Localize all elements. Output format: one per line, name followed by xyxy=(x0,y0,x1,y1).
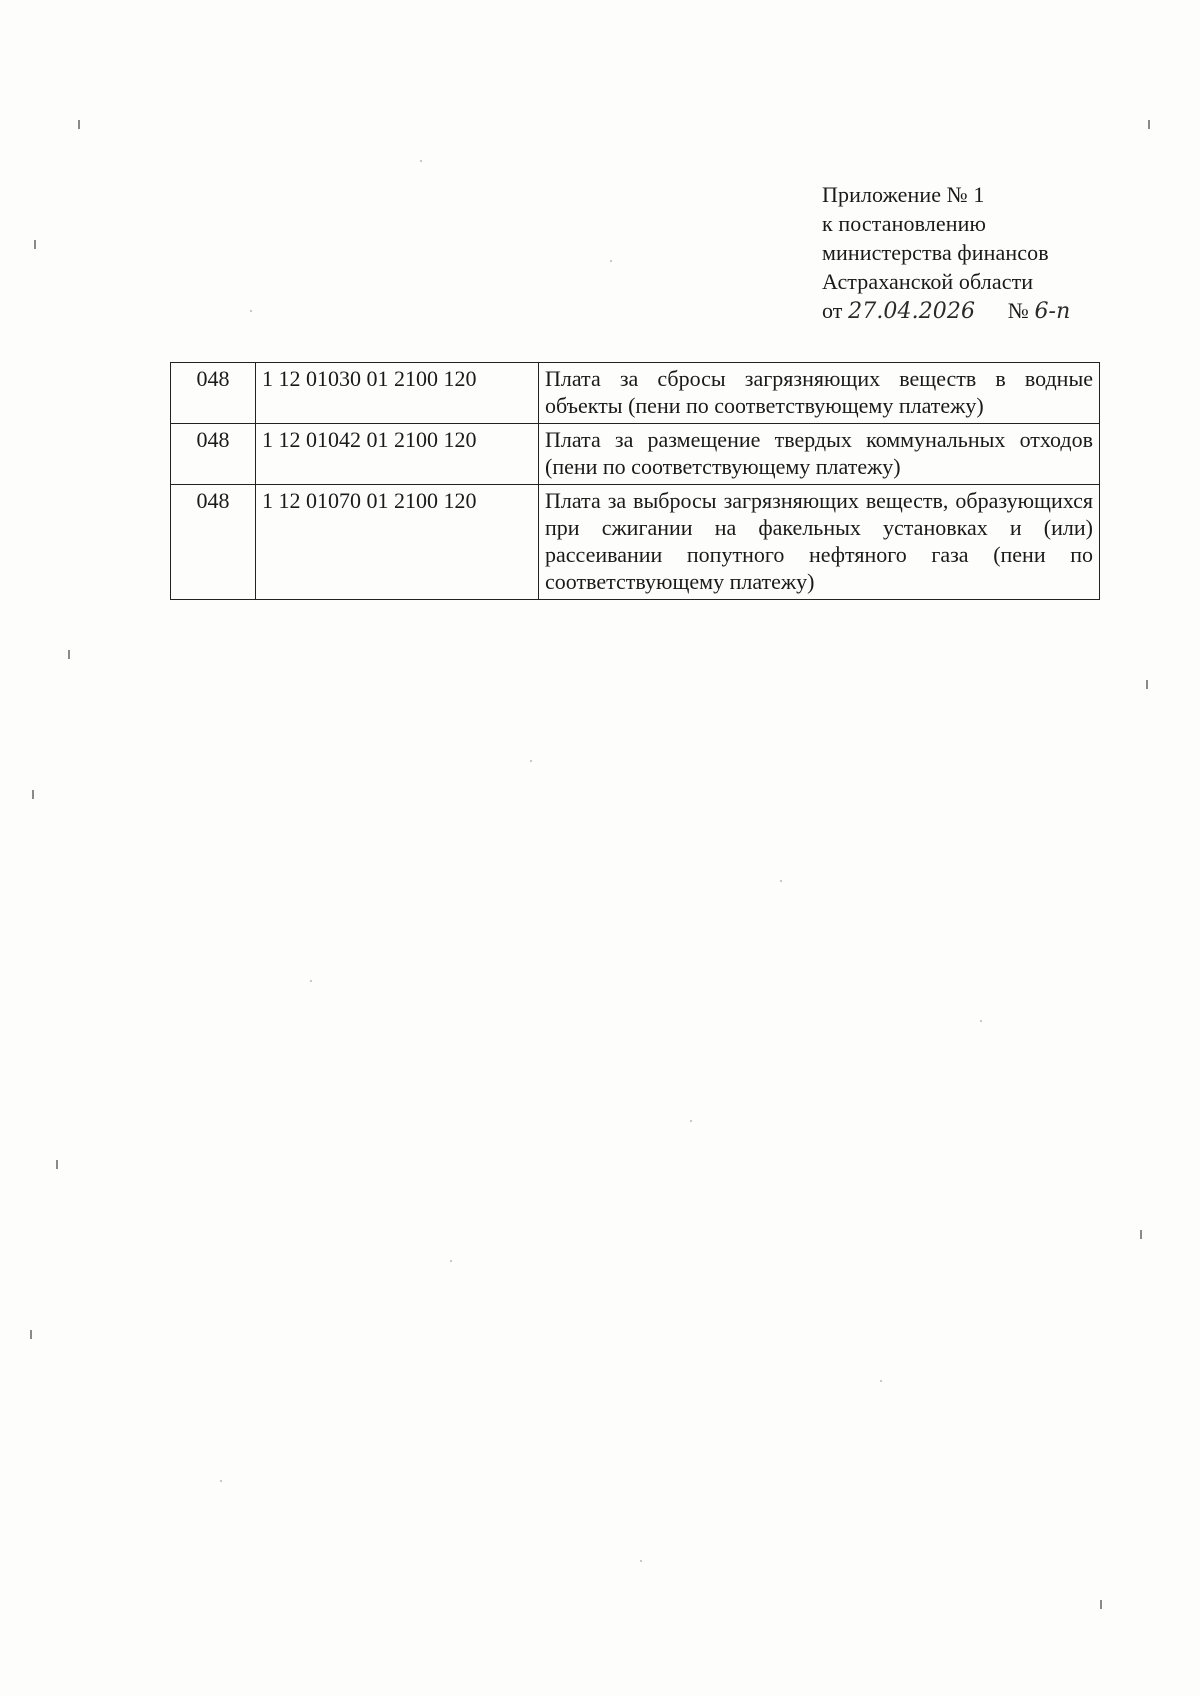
date-prefix: от xyxy=(822,298,843,323)
scan-mark xyxy=(68,650,70,659)
handwritten-date: 27.04.2026 xyxy=(848,299,976,324)
budget-code-cell: 1 12 01042 01 2100 120 xyxy=(256,424,539,485)
appendix-title: Приложение № 1 xyxy=(822,182,985,207)
scan-speck xyxy=(980,1020,982,1022)
scan-speck xyxy=(450,1260,452,1262)
scan-speck xyxy=(690,1120,692,1122)
admin-code-cell: 048 xyxy=(171,424,256,485)
table-row xyxy=(171,485,1100,600)
scan-mark xyxy=(1148,120,1150,129)
scan-speck xyxy=(880,1380,882,1382)
payment-codes-table xyxy=(170,362,1100,600)
appendix-ministry-line: министерства финансов xyxy=(822,240,1049,265)
scan-mark xyxy=(30,1330,32,1339)
scan-speck xyxy=(310,980,312,982)
scan-mark xyxy=(78,120,80,129)
scan-mark xyxy=(32,790,34,799)
payment-name-cell: Плата за размещение твердых коммунальных отходов (пени по соответствующему платежу) xyxy=(539,424,1100,485)
appendix-ref-line: к постановлению xyxy=(822,211,987,236)
budget-code-cell: 1 12 01030 01 2100 120 xyxy=(256,363,539,424)
handwritten-number: 6-п xyxy=(1034,299,1071,324)
scan-speck xyxy=(610,260,612,262)
scan-mark xyxy=(34,240,36,249)
scan-speck xyxy=(250,310,252,312)
scan-speck xyxy=(220,1480,222,1482)
appendix-region-line: Астраханской области xyxy=(822,269,1034,294)
payment-name-cell: Плата за сбросы загрязняющих веществ в водные объекты (пени по соответствующему платежу) xyxy=(539,363,1100,424)
payment-name-cell: Плата за выбросы загрязняющих веществ, образующихся при сжигании на факельных установках и (или) рассеивании попутного нефтяного газа (пени по соответствующему платежу) xyxy=(539,485,1100,600)
scan-speck xyxy=(780,880,782,882)
table-row xyxy=(171,424,1100,485)
appendix-date-line xyxy=(822,296,1122,326)
admin-code-cell: 048 xyxy=(171,485,256,600)
table-row xyxy=(171,363,1100,424)
appendix-header xyxy=(822,180,1122,326)
number-label: № xyxy=(1007,298,1029,323)
scan-mark xyxy=(1146,680,1148,689)
scan-mark xyxy=(1140,1230,1142,1239)
scan-speck xyxy=(530,760,532,762)
scan-speck xyxy=(640,1560,642,1562)
scan-mark xyxy=(56,1160,58,1169)
admin-code-cell: 048 xyxy=(171,363,256,424)
scan-speck xyxy=(420,160,422,162)
budget-code-cell: 1 12 01070 01 2100 120 xyxy=(256,485,539,600)
scan-mark xyxy=(1100,1600,1102,1609)
